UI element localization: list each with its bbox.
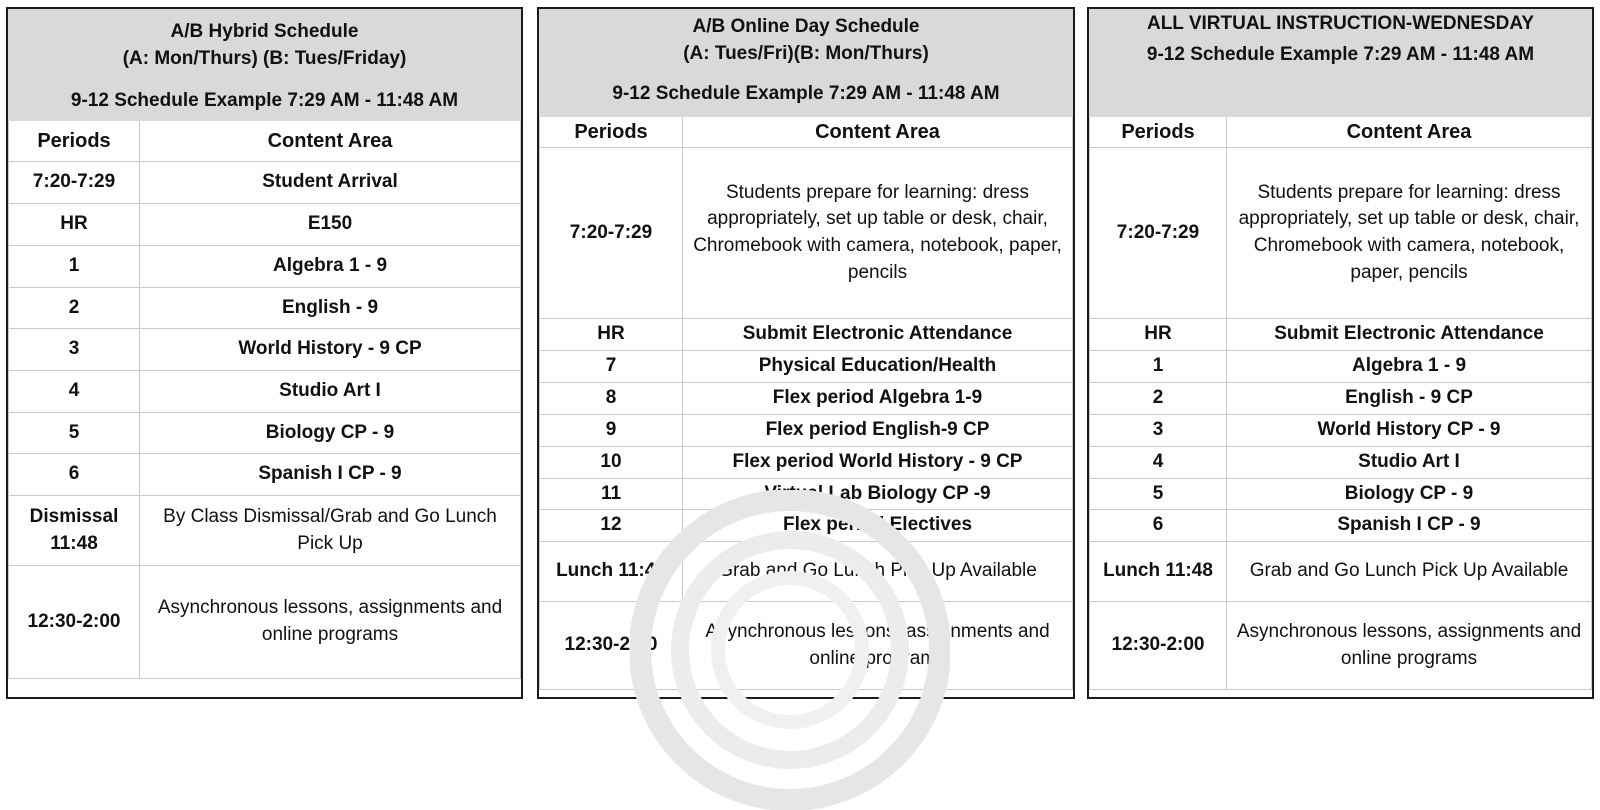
- hybrid-schedule-panel: [6, 7, 523, 699]
- content-cell: Algebra 1 - 9: [1227, 351, 1592, 383]
- table-row: [540, 319, 1073, 351]
- online-col-content: Content Area: [683, 117, 1073, 148]
- content-cell: Submit Electronic Attendance: [1227, 319, 1592, 351]
- period-cell: 8: [540, 383, 683, 415]
- period-cell: 1: [9, 246, 140, 288]
- content-cell: Asynchronous lessons, assignments and online programs: [140, 566, 521, 679]
- table-row: [9, 329, 521, 371]
- table-row: [1090, 148, 1592, 319]
- online-subtitle: 9-12 Schedule Example 7:29 AM - 11:48 AM: [540, 72, 1073, 117]
- content-cell: Flex period English-9 CP: [683, 415, 1073, 447]
- period-cell: 10: [540, 447, 683, 479]
- online-title: [540, 10, 1073, 72]
- period-cell: HR: [9, 204, 140, 246]
- virtual-title: ALL VIRTUAL INSTRUCTION-WEDNESDAY: [1090, 10, 1592, 40]
- period-cell: 4: [1090, 447, 1227, 479]
- period-cell: 6: [1090, 510, 1227, 542]
- online-day-schedule-table: [539, 9, 1073, 690]
- content-cell: Asynchronous lessons, assignments and online programs: [1227, 602, 1592, 690]
- period-cell: Dismissal 11:48: [9, 496, 140, 566]
- content-cell: Biology CP - 9: [140, 413, 521, 454]
- hybrid-title-line1: A/B Hybrid Schedule: [170, 21, 359, 43]
- table-row: [540, 351, 1073, 383]
- content-cell: Students prepare for learning: dress appropriately, set up table or desk, chair, Chromebook with camera, notebook, paper, pencils: [1227, 148, 1592, 319]
- period-cell: 2: [9, 288, 140, 329]
- table-row: [540, 542, 1073, 602]
- period-cell: 3: [9, 329, 140, 371]
- period-cell: 12:30-2:00: [9, 566, 140, 679]
- table-row: [1090, 602, 1592, 690]
- content-cell: Biology CP - 9: [1227, 479, 1592, 510]
- content-cell: Physical Education/Health: [683, 351, 1073, 383]
- period-cell: 2: [1090, 383, 1227, 415]
- content-cell: Spanish I CP - 9: [140, 454, 521, 496]
- virtual-header-blank: [1090, 72, 1592, 117]
- table-row: [9, 454, 521, 496]
- content-cell: Student Arrival: [140, 162, 521, 204]
- content-cell: World History CP - 9: [1227, 415, 1592, 447]
- hybrid-title-line2: (A: Mon/Thurs) (B: Tues/Friday): [122, 48, 407, 69]
- table-row: [1090, 510, 1592, 542]
- period-cell: 7:20-7:29: [540, 148, 683, 319]
- virtual-col-content: Content Area: [1227, 117, 1592, 148]
- content-cell: Studio Art I: [140, 371, 521, 413]
- table-row: [540, 415, 1073, 447]
- table-row: [9, 246, 521, 288]
- virtual-wednesday-schedule-panel: [1087, 7, 1594, 699]
- online-title-line2: (A: Tues/Fri)(B: Mon/Thurs): [683, 42, 929, 64]
- hybrid-title: [9, 10, 521, 83]
- period-cell: 12:30-2:00: [540, 602, 683, 690]
- period-cell: Lunch 11:48: [540, 542, 683, 602]
- content-cell: Studio Art I: [1227, 447, 1592, 479]
- online-day-schedule-panel: [537, 7, 1075, 699]
- table-row: [540, 602, 1073, 690]
- content-cell: English - 9: [140, 288, 521, 329]
- table-row: [1090, 383, 1592, 415]
- period-cell: 4: [9, 371, 140, 413]
- period-cell: 12:30-2:00: [1090, 602, 1227, 690]
- content-cell: Submit Electronic Attendance: [683, 319, 1073, 351]
- hybrid-col-periods: Periods: [9, 121, 140, 162]
- content-cell: Spanish I CP - 9: [1227, 510, 1592, 542]
- period-cell: Lunch 11:48: [1090, 542, 1227, 602]
- content-cell: Algebra 1 - 9: [140, 246, 521, 288]
- table-row: [1090, 319, 1592, 351]
- hybrid-col-content: Content Area: [140, 121, 521, 162]
- table-row: [9, 204, 521, 246]
- hybrid-schedule-table: [8, 9, 521, 679]
- table-row: [540, 383, 1073, 415]
- table-row: [9, 288, 521, 329]
- period-cell: 7: [540, 351, 683, 383]
- period-cell: 12: [540, 510, 683, 542]
- online-title-line1: A/B Online Day Schedule: [692, 15, 920, 37]
- period-cell: 6: [9, 454, 140, 496]
- table-row: [540, 479, 1073, 510]
- table-row: [9, 566, 521, 679]
- content-cell: English - 9 CP: [1227, 383, 1592, 415]
- table-row: [9, 413, 521, 454]
- content-cell: Flex period World History - 9 CP: [683, 447, 1073, 479]
- period-cell: 11: [540, 479, 683, 510]
- content-cell: Grab and Go Lunch Pick Up Available: [683, 542, 1073, 602]
- content-cell: Virtual Lab Biology CP -9: [683, 479, 1073, 510]
- table-row: [9, 371, 521, 413]
- virtual-wednesday-schedule-table: [1089, 9, 1592, 690]
- table-row: [9, 496, 521, 566]
- table-row: [1090, 479, 1592, 510]
- table-row: [1090, 542, 1592, 602]
- content-cell: Asynchronous lessons, assignments and online programs: [683, 602, 1073, 690]
- virtual-col-periods: Periods: [1090, 117, 1227, 148]
- content-cell: World History - 9 CP: [140, 329, 521, 371]
- period-cell: 7:20-7:29: [9, 162, 140, 204]
- period-cell: 5: [9, 413, 140, 454]
- period-cell: HR: [540, 319, 683, 351]
- virtual-subtitle: 9-12 Schedule Example 7:29 AM - 11:48 AM: [1090, 40, 1592, 72]
- content-cell: E150: [140, 204, 521, 246]
- online-col-periods: Periods: [540, 117, 683, 148]
- period-cell: 3: [1090, 415, 1227, 447]
- hybrid-subtitle: 9-12 Schedule Example 7:29 AM - 11:48 AM: [9, 83, 521, 121]
- period-cell: 5: [1090, 479, 1227, 510]
- table-row: [540, 510, 1073, 542]
- table-row: [540, 148, 1073, 319]
- table-row: [9, 162, 521, 204]
- content-cell: By Class Dismissal/Grab and Go Lunch Pick Up: [140, 496, 521, 566]
- table-row: [540, 447, 1073, 479]
- content-cell: Flex period Electives: [683, 510, 1073, 542]
- period-cell: 7:20-7:29: [1090, 148, 1227, 319]
- table-row: [1090, 351, 1592, 383]
- content-cell: Flex period Algebra 1-9: [683, 383, 1073, 415]
- table-row: [1090, 415, 1592, 447]
- period-cell: 1: [1090, 351, 1227, 383]
- content-cell: Students prepare for learning: dress appropriately, set up table or desk, chair, Chromebook with camera, notebook, paper, pencils: [683, 148, 1073, 319]
- period-cell: HR: [1090, 319, 1227, 351]
- table-row: [1090, 447, 1592, 479]
- content-cell: Grab and Go Lunch Pick Up Available: [1227, 542, 1592, 602]
- period-cell: 9: [540, 415, 683, 447]
